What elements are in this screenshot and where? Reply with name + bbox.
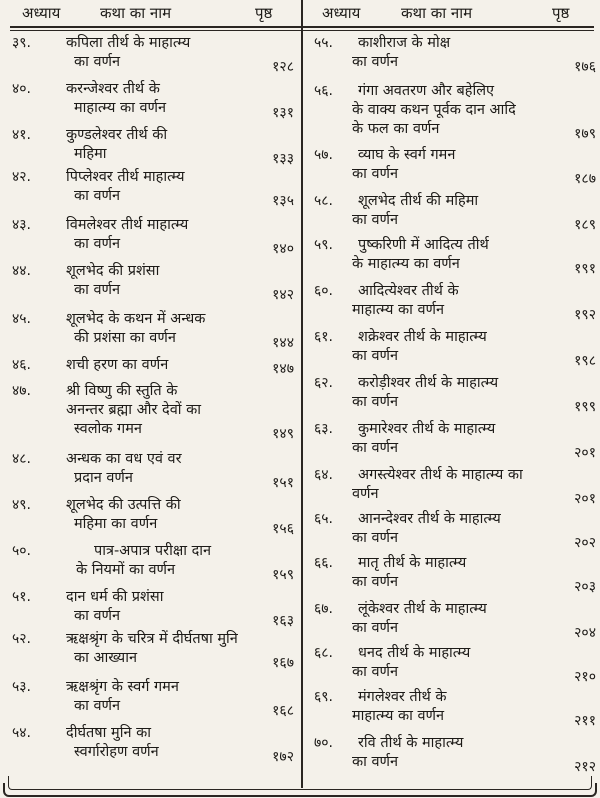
chapter-title-line: करोड़ीश्वर तीर्थ के माहात्म्य	[358, 375, 499, 391]
header-right-name: कथा का नाम	[401, 4, 473, 22]
chapter-title-line: का वर्णन	[352, 754, 399, 770]
chapter-title-line: स्वर्गारोहण वर्णन	[74, 744, 159, 760]
toc-entry	[12, 356, 298, 375]
toc-entry	[12, 382, 298, 442]
page-number: १३५	[272, 193, 294, 209]
page-number: १९२	[574, 307, 596, 323]
chapter-title-line: का वर्णन	[352, 574, 399, 590]
chapter-number: ६८.	[314, 645, 334, 661]
chapter-number: ६०.	[314, 283, 334, 299]
page-number: २०३	[574, 579, 596, 595]
page-number: १३१	[272, 105, 294, 121]
chapter-title-line: पुष्करिणी में आदित्य तीर्थ	[358, 237, 489, 253]
page-number: १४०	[272, 241, 294, 257]
toc-entry	[308, 600, 596, 641]
chapter-title-line: शूलभेद की प्रशंसा	[66, 263, 160, 279]
toc-entry	[12, 496, 298, 537]
chapter-title-line: माहात्म्य का वर्णन	[74, 100, 167, 116]
page-number: १४४	[272, 335, 294, 351]
chapter-title-line: पिप्लेश्वर तीर्थ माहात्म्य	[66, 169, 185, 185]
chapter-title-line: श्री विष्णु की स्तुति के	[66, 383, 178, 399]
chapter-title-line: कुमारेश्वर तीर्थ के माहात्म्य	[358, 421, 496, 437]
toc-entry	[12, 216, 298, 257]
header-left-name: कथा का नाम	[100, 4, 172, 22]
toc-entry	[308, 466, 596, 507]
page-number: १३३	[272, 151, 294, 167]
toc-entry	[308, 282, 596, 323]
chapter-number: ५६.	[314, 83, 334, 99]
page-number: १८९	[574, 217, 596, 233]
toc-entry	[308, 236, 596, 277]
chapter-number: ६२.	[314, 375, 334, 391]
chapter-number: ४३.	[12, 217, 32, 233]
chapter-number: ६६.	[314, 555, 334, 571]
page-number: १६७	[272, 655, 294, 671]
page-number: २१०	[574, 669, 596, 685]
chapter-title-line: का वर्णन	[352, 530, 399, 546]
chapter-number: ४७.	[12, 383, 32, 399]
chapter-title-line: करन्जेश्वर तीर्थ के	[66, 81, 160, 97]
toc-entry	[308, 82, 596, 142]
chapter-title-line: का वर्णन	[74, 188, 121, 204]
chapter-number: ६१.	[314, 329, 334, 345]
chapter-title-line: वर्णन	[352, 486, 379, 502]
toc-entry	[12, 724, 298, 765]
page-number: २११	[574, 713, 596, 729]
chapter-number: ५९.	[314, 237, 334, 253]
page-number: १२८	[272, 59, 294, 75]
chapter-title-line: गंगा अवतरण और बहेलिए	[358, 83, 495, 99]
chapter-title-line: कुण्डलेश्वर तीर्थ की	[66, 127, 168, 143]
toc-entry	[308, 328, 596, 369]
chapter-title-line: आदित्येश्वर तीर्थ के	[358, 283, 459, 299]
toc-entry	[12, 168, 298, 209]
chapter-title-line: ऋक्षश्रृंग के चरित्र में दीर्घतषा मुनि	[66, 631, 238, 647]
chapter-title-line: का वर्णन	[74, 608, 121, 624]
page-number: १५६	[272, 521, 294, 537]
chapter-number: ५७.	[314, 147, 334, 163]
header-right-page: पृष्ठ	[552, 4, 570, 22]
toc-entry	[308, 192, 596, 233]
chapter-title-line: स्वलोक गमन	[74, 421, 142, 437]
chapter-title-line: अन्धक का वध एवं वर	[66, 451, 182, 467]
chapter-number: ४२.	[12, 169, 32, 185]
chapter-title-line: दीर्घतषा मुनि का	[66, 725, 152, 741]
toc-entry	[12, 630, 298, 671]
chapter-title-line: की प्रशंसा का वर्णन	[74, 330, 176, 346]
chapter-title-line: माहात्म्य का वर्णन	[352, 708, 445, 724]
chapter-number: ५१.	[12, 589, 32, 605]
chapter-title-line: कपिला तीर्थ के माहात्म्य	[66, 35, 191, 51]
chapter-title-line: अगस्त्येश्वर तीर्थ के माहात्म्य का	[358, 467, 523, 483]
toc-entry	[308, 554, 596, 595]
toc-entry	[12, 34, 298, 75]
header-right-chapter: अध्याय	[322, 4, 361, 22]
chapter-title-line: माहात्म्य का वर्णन	[352, 302, 445, 318]
chapter-title-line: महिमा	[74, 146, 107, 162]
chapter-title-line: रवि तीर्थ के माहात्म्य	[358, 735, 464, 751]
chapter-title-line: शची हरण का वर्णन	[66, 357, 169, 373]
page-border-bottom-inner	[8, 776, 592, 790]
chapter-title-line: महिमा का वर्णन	[74, 516, 158, 532]
page-number: १७६	[574, 59, 596, 75]
chapter-number: ४८.	[12, 451, 32, 467]
header-left-page: पृष्ठ	[255, 4, 273, 22]
chapter-title-line: दान धर्म की प्रशंसा	[66, 589, 164, 605]
chapter-title-line: मातृ तीर्थ के माहात्म्य	[358, 555, 467, 571]
chapter-number: ५४.	[12, 725, 32, 741]
chapter-title-line: का वर्णन	[352, 394, 399, 410]
chapter-number: ६४.	[314, 467, 334, 483]
page-number: १७२	[272, 749, 294, 765]
chapter-number: ४६.	[12, 357, 32, 373]
chapter-number: ६३.	[314, 421, 334, 437]
chapter-title-line: का वर्णन	[352, 620, 399, 636]
header-left-chapter: अध्याय	[22, 4, 61, 22]
toc-entry	[308, 420, 596, 461]
chapter-title-line: का वर्णन	[74, 282, 121, 298]
chapter-number: ६९.	[314, 689, 334, 705]
page-number: १९१	[574, 261, 596, 277]
chapter-number: ४१.	[12, 127, 32, 143]
toc-entry	[12, 542, 298, 583]
chapter-title-line: का वर्णन	[352, 664, 399, 680]
chapter-number: ६५.	[314, 511, 334, 527]
page-number: २१२	[574, 759, 596, 775]
chapter-title-line: का वर्णन	[352, 348, 399, 364]
toc-entry	[308, 374, 596, 415]
toc-entry	[12, 262, 298, 303]
chapter-title-line: काशीराज के मोक्ष	[358, 35, 451, 51]
page-number: १९९	[574, 399, 596, 415]
page-number: २०४	[574, 625, 596, 641]
chapter-title-line: का वर्णन	[352, 54, 399, 70]
page-number: १४७	[272, 361, 294, 377]
chapter-number: ४४.	[12, 263, 32, 279]
page-number: १८७	[574, 171, 596, 187]
chapter-number: ४९.	[12, 497, 32, 513]
page-number: २०२	[574, 535, 596, 551]
chapter-title-line: शक्रेश्वर तीर्थ के माहात्म्य	[358, 329, 487, 345]
chapter-number: ५३.	[12, 679, 32, 695]
chapter-title-line: का वर्णन	[352, 212, 399, 228]
toc-entry	[12, 126, 298, 167]
chapter-title-line: के फल का वर्णन	[352, 121, 440, 137]
toc-entry	[308, 34, 596, 75]
column-divider	[301, 0, 303, 788]
chapter-title-line: के माहात्म्य का वर्णन	[352, 256, 460, 272]
chapter-title-line: के वाक्य कथन पूर्वक दान आदि	[352, 102, 516, 118]
page-number: १४९	[272, 426, 294, 442]
page-number: १९८	[574, 353, 596, 369]
toc-entry	[308, 734, 596, 775]
chapter-title-line: का वर्णन	[74, 236, 121, 252]
toc-entry	[308, 644, 596, 685]
chapter-title-line: का वर्णन	[74, 698, 121, 714]
chapter-number: ५५.	[314, 35, 334, 51]
chapter-title-line: का वर्णन	[352, 166, 399, 182]
chapter-title-line: अनन्तर ब्रह्मा और देवों का	[66, 402, 202, 418]
toc-entry	[308, 146, 596, 187]
chapter-title-line: शूलभेद की उत्पत्ति की	[66, 497, 181, 513]
chapter-title-line: आनन्देश्वर तीर्थ के माहात्म्य	[358, 511, 501, 527]
chapter-title-line: धनद तीर्थ के माहात्म्य	[358, 645, 471, 661]
page-number: १५१	[272, 475, 294, 491]
page-number: १५९	[272, 567, 294, 583]
toc-entry	[12, 450, 298, 491]
chapter-title-line: व्याघ के स्वर्ग गमन	[358, 147, 456, 163]
toc-entry	[12, 588, 298, 629]
chapter-number: ४०.	[12, 81, 32, 97]
chapter-title-line: का आख्यान	[74, 650, 138, 666]
toc-entry	[12, 310, 298, 351]
chapter-title-line: विमलेश्वर तीर्थ माहात्म्य	[66, 217, 189, 233]
page-number: १६३	[272, 613, 294, 629]
chapter-title-line: पात्र-अपात्र परीक्षा दान	[94, 543, 212, 559]
chapter-title-line: शूलभेद के कथन में अन्धक	[66, 311, 206, 327]
chapter-title-line: लूंकेश्वर तीर्थ के माहात्म्य	[358, 601, 487, 617]
toc-entry	[308, 688, 596, 729]
toc-entry	[12, 678, 298, 719]
chapter-number: ३९.	[12, 35, 32, 51]
page-number: १६८	[272, 703, 294, 719]
chapter-number: ५२.	[12, 631, 32, 647]
chapter-title-line: प्रदान वर्णन	[74, 470, 133, 486]
page-number: २०१	[574, 491, 596, 507]
page-number: २०१	[574, 445, 596, 461]
chapter-title-line: शूलभेद तीर्थ की महिमा	[358, 193, 479, 209]
chapter-number: ५०.	[12, 543, 32, 559]
chapter-number: ६७.	[314, 601, 334, 617]
chapter-number: ५८.	[314, 193, 334, 209]
toc-entry	[308, 510, 596, 551]
chapter-title-line: ऋक्षश्रृंग के स्वर्ग गमन	[66, 679, 179, 695]
chapter-title-line: का वर्णन	[74, 54, 121, 70]
chapter-number: ४५.	[12, 311, 32, 327]
chapter-title-line: मंगलेश्वर तीर्थ के	[358, 689, 447, 705]
page-number: १७९	[574, 126, 596, 142]
toc-entry	[12, 80, 298, 121]
chapter-title-line: के नियमों का वर्णन	[76, 562, 176, 578]
chapter-title-line: का वर्णन	[352, 440, 399, 456]
page-number: १४२	[272, 287, 294, 303]
chapter-number: ७०.	[314, 735, 334, 751]
